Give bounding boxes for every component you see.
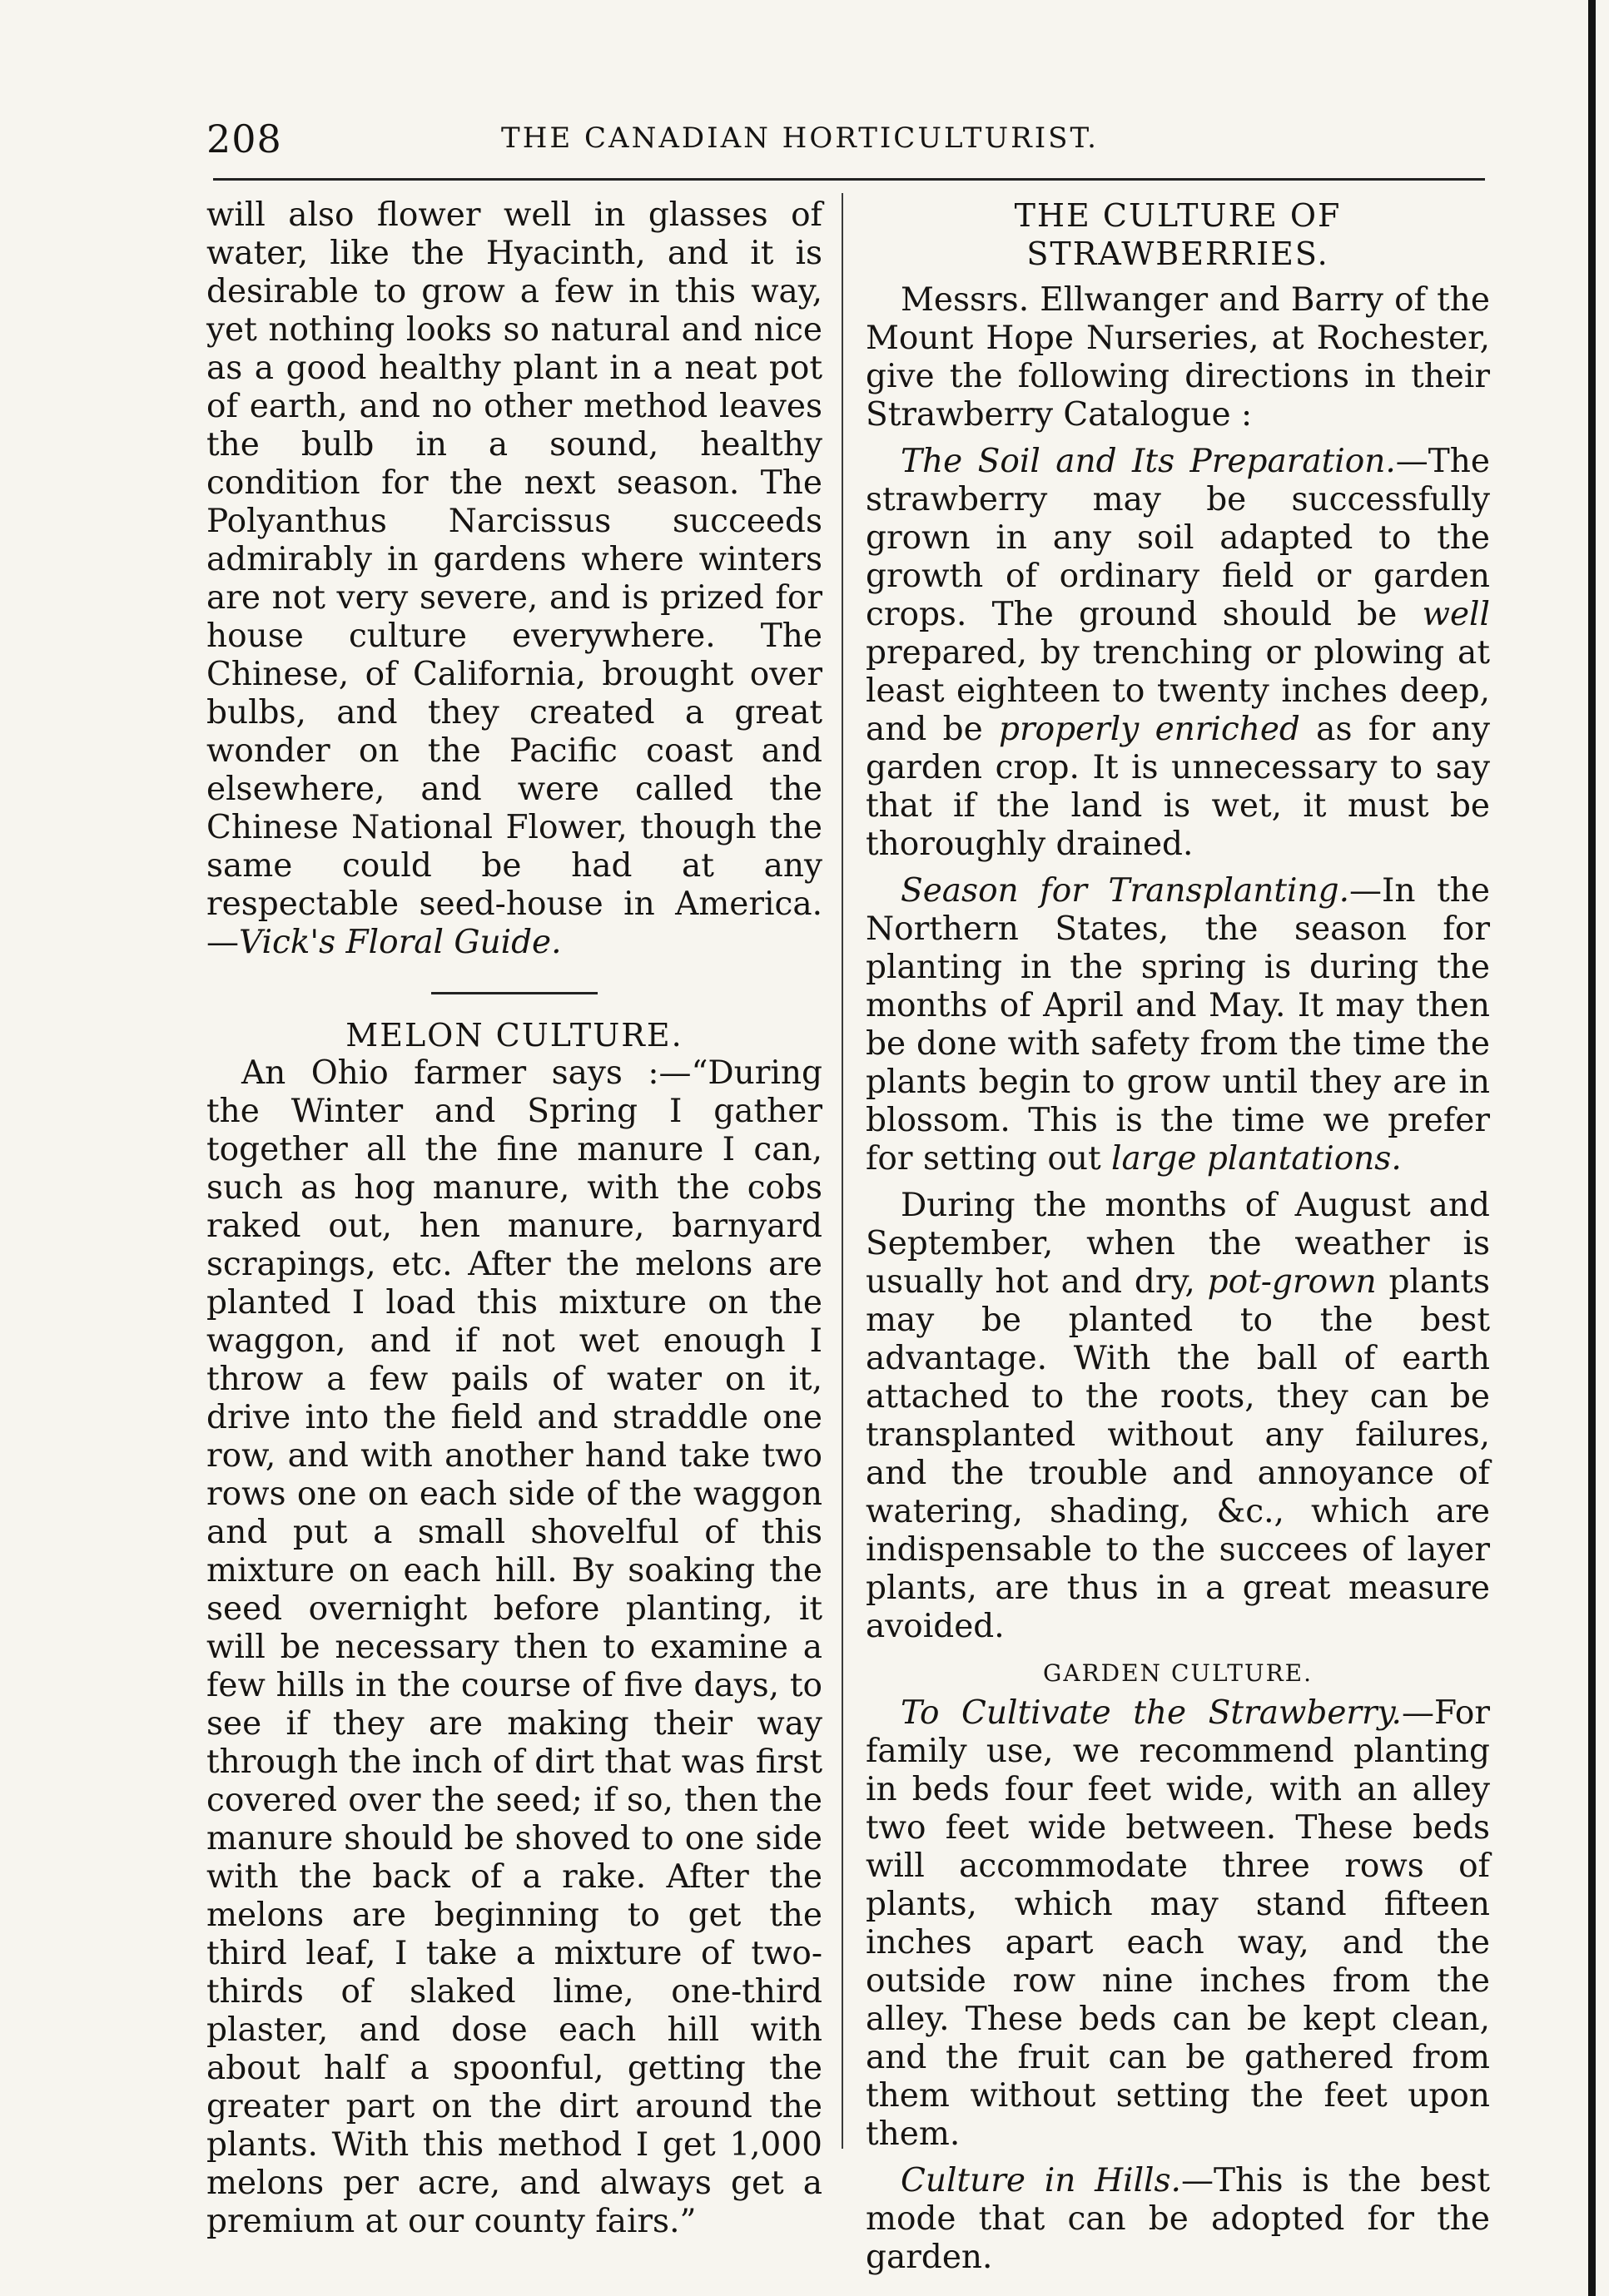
soil-text-2: prepared, by trenching or plowing at least eighteen to twenty inches deep, and be [866, 634, 1490, 748]
column-divider [842, 193, 843, 2149]
strawberries-intro: Messrs. Ellwanger and Barry of the Mount Hope Nurseries, at Rochester, give the following directions in their Strawberry Catalogue : [866, 281, 1490, 434]
page-header [113, 117, 1487, 166]
narcissus-paragraph [206, 196, 822, 962]
cultivate-paragraph [866, 1694, 1490, 2154]
season-text: —In the Northern States, the season for planting in the spring is during the months of April and May. It may then be done with safety from the time the plants begin to grow until they are in blossom. This is the time we prefer for setting out [866, 872, 1490, 1178]
soil-text-1: —The strawberry may be successfully grown in any soil adapted to the growth of ordinary field or garden crops. The ground should be [866, 443, 1490, 633]
melon-culture-heading: MELON CULTURE. [345, 1017, 683, 1054]
august-text-1: During the months of August and September, when the weather is usually hot and dry, [866, 1187, 1490, 1301]
right-column [866, 196, 1490, 2277]
hills-paragraph [866, 2162, 1490, 2277]
soil-text-3: as for any garden crop. It is unnecessary to say that if the land is wet, it must be thoroughly drained. [866, 711, 1491, 863]
season-title: Season for Transplanting. [901, 872, 1349, 910]
cultivate-text: —For family use, we recommend planting in beds four feet wide, with an alley two feet wide between. These beds will accommodate three rows of plants, which may stand fifteen inches apart each way, and the outside row nine inches from the alley. These beds can be kept clean, and the fruit can be gathered from them without setting the feet upon them. [866, 1694, 1490, 2153]
page-edge-bar [1588, 0, 1596, 2296]
left-column [206, 196, 822, 2241]
source-credit: Vick's Floral Guide. [239, 924, 562, 961]
narcissus-text: will also flower well in glasses of water, like the Hyacinth, and it is desirable to grow a few in this way, yet nothing looks so natural and nice as a good healthy plant in a neat pot of earth, and no other method leaves the bulb in a sound, healthy condition for the next season. The Polyanthus Narcissus succeeds admirably in gardens where winters are not very severe, and is prized for house culture everywhere. The Chinese, of California, brought over bulbs, and they created a great wonder on the Pacific coast and elsewhere, and were called the Chinese National Flower, though the same could be had at any respectable seed-house in America.— [206, 196, 822, 961]
season-emphasis: large plantations. [1111, 1140, 1402, 1178]
melon-paragraph: An Ohio farmer says :—“During the Winter and Spring I gather together all the fine manure I can, such as hog manure, with the cobs raked out, hen manure, barnyard scrapings, etc. After the melons are planted I load this mixture on the waggon, and if not wet enough I throw a few pails of water on it, drive into the field and straddle one row, and with another hand take two rows one on each side of the waggon and put a small shovelful of this mixture on each hill. By soaking the seed overnight before planting, it will be necessary then to examine a few hills in the course of five days, to see if they are making their way through the inch of dirt that was first covered over the seed; if so, then the manure should be shoved to one side with the back of a rake. After the melons are beginning to get the third leaf, I take a mixture of two-thirds of slaked lime, one-third plaster, and dose each hill with about half a spoonful, getting the greater part on the dirt around the plants. With this method I get 1,000 melons per acre, and always get a premium at our county fairs.” [206, 1054, 822, 2240]
cultivate-title: To Cultivate the Strawberry. [901, 1694, 1402, 1732]
hills-text: —This is the best mode that can be adopted for the garden. [866, 2162, 1491, 2276]
soil-emphasis-2: properly enriched [998, 711, 1300, 748]
section-divider [431, 992, 598, 994]
running-title: THE CANADIAN HORTICULTURIST. [501, 121, 1099, 155]
page-number: 208 [206, 117, 282, 161]
garden-culture-heading: GARDEN CULTURE. [1043, 1659, 1313, 1687]
soil-title: The Soil and Its Preparation. [901, 443, 1396, 480]
season-paragraph [866, 872, 1490, 1178]
august-emphasis: pot-grown [1207, 1263, 1377, 1301]
hills-title: Culture in Hills. [901, 2162, 1181, 2199]
august-text-2: plants may be planted to the best advantage. With the ball of earth attached to the roots, they can be transplanted without any failures, and the trouble and annoyance of watering, shading, &c., which are indispensable to the succees of layer plants, are thus in a great measure avoided. [866, 1263, 1490, 1645]
strawberries-heading: THE CULTURE OF STRAWBERRIES. [1014, 197, 1342, 272]
august-paragraph [866, 1187, 1490, 1646]
header-rule [213, 178, 1485, 181]
soil-paragraph [866, 443, 1490, 864]
soil-emphasis-1: well [1422, 596, 1490, 633]
